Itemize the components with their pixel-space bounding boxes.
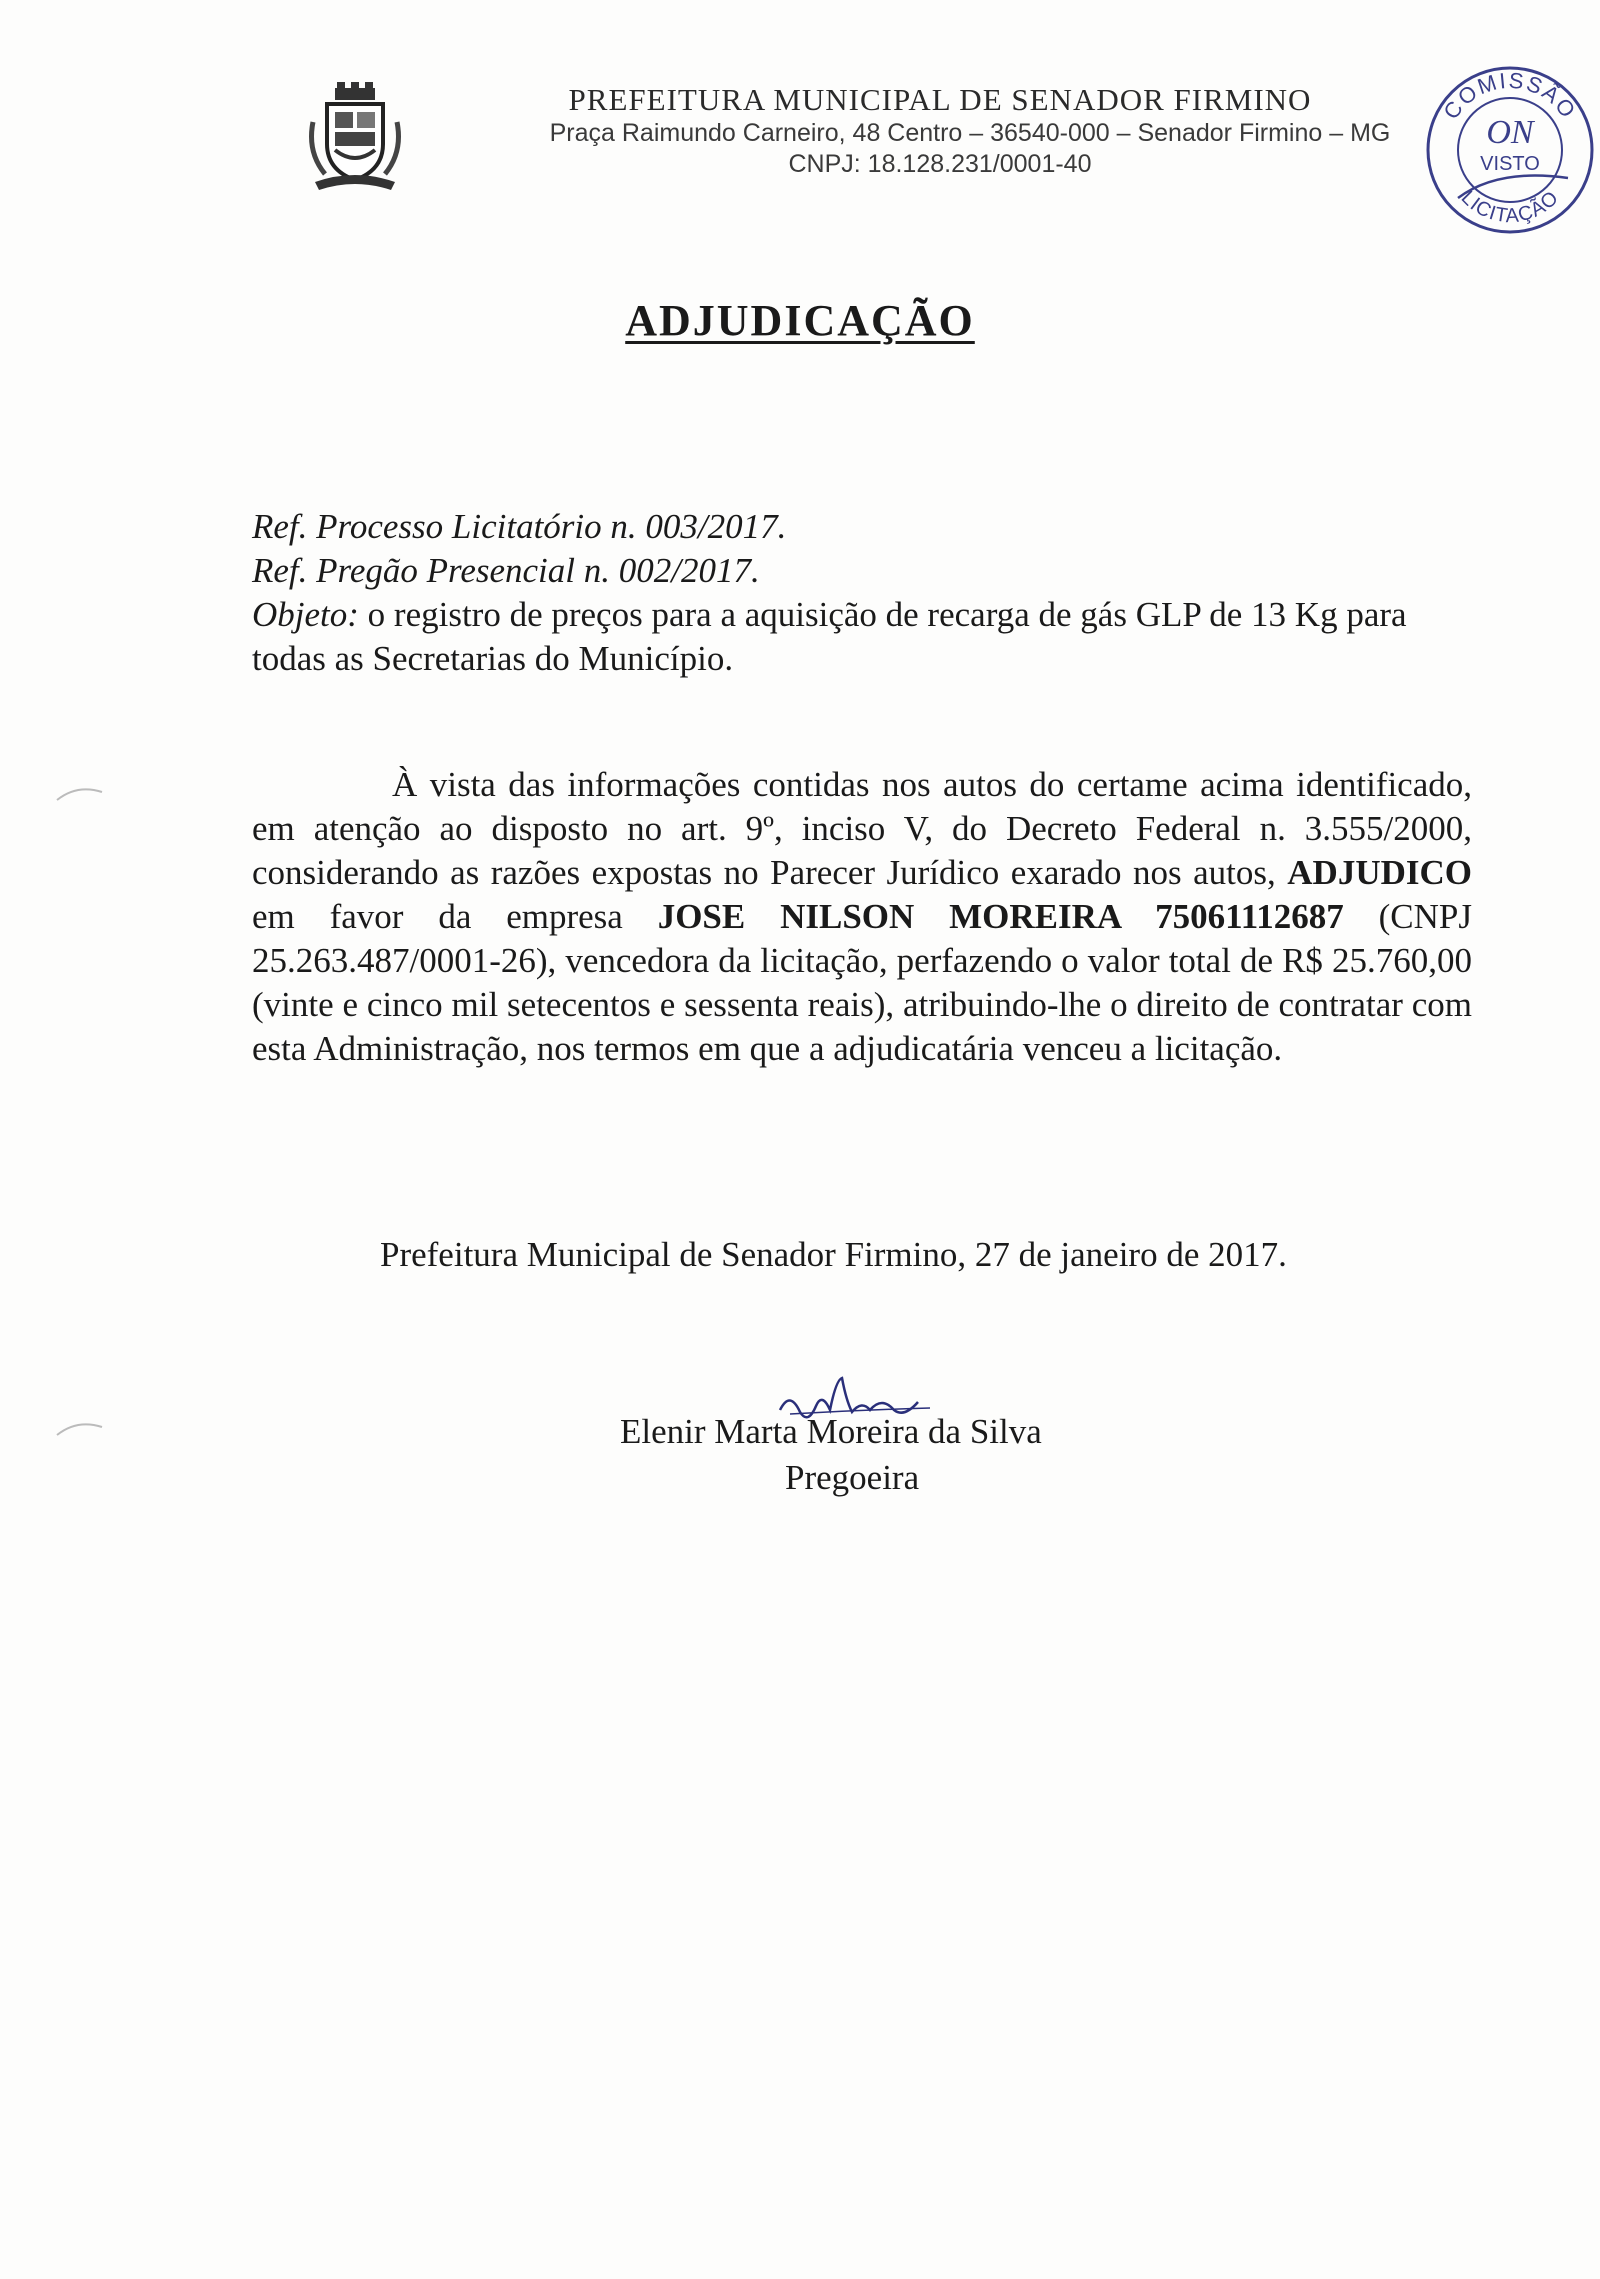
stamp-middle-text: VISTO	[1480, 153, 1540, 175]
scan-artifact	[52, 1405, 112, 1465]
body-bold-company: JOSE NILSON MOREIRA 75061112687	[657, 897, 1344, 936]
objeto-label: Objeto:	[252, 595, 359, 634]
scan-artifact	[52, 770, 112, 830]
ref-pregao: Ref. Pregão Presencial n. 002/2017.	[252, 551, 760, 590]
document-title	[0, 295, 1600, 346]
org-address: Praça Raimundo Carneiro, 48 Centro – 36540-000 – Senador Firmino – MG	[549, 119, 1391, 147]
coat-of-arms-icon	[305, 82, 405, 192]
closing-line: Prefeitura Municipal de Senador Firmino, 27 de janeiro de 2017.	[380, 1235, 1287, 1274]
org-cnpj: CNPJ: 18.128.231/0001-40	[788, 150, 1092, 178]
ref-objeto	[252, 593, 1472, 681]
org-name: PREFEITURA MUNICIPAL DE SENADOR FIRMINO	[568, 82, 1312, 117]
ref-processo: Ref. Processo Licitatório n. 003/2017.	[252, 507, 787, 546]
objeto-text: o registro de preços para a aquisição de recarga de gás GLP de 13 Kg para todas as Secretarias do Município.	[252, 595, 1407, 678]
signatory-name: Elenir Marta Moreira da Silva	[620, 1412, 1042, 1451]
signatory-role: Pregoeira	[785, 1458, 920, 1497]
commission-stamp	[1418, 58, 1600, 243]
adjudication-paragraph	[252, 763, 1472, 1071]
stamp-initials: ON	[1486, 114, 1534, 151]
body-part-2: em favor da empresa	[252, 897, 658, 936]
references	[252, 505, 1472, 681]
document-title-text: ADJUDICAÇÃO	[625, 296, 975, 345]
stamp-top-text: COMISSÃO	[1438, 67, 1582, 124]
letterhead	[440, 82, 1440, 180]
svg-text:LICITAÇÃO	[1457, 187, 1564, 228]
body-part-3: (CNPJ 25.263.487/0001-26), vencedora da licitação, perfazendo o valor total de R$ 25.760,00 (vinte e cinco mil setecentos e sessenta reais), atribuindo-lhe o direito de contratar com esta Administração, nos termos em que a adjudicatária venceu a licitação.	[252, 897, 1472, 1068]
body-part-1: À vista das informações contidas nos autos do certame acima identificado, em atenção ao disposto no art. 9º, inciso V, do Decreto Federal n. 3.555/2000, considerando as razões expostas no Parecer Jurídico exarado nos autos,	[252, 765, 1472, 892]
stamp-bottom-text: LICITAÇÃO	[1456, 186, 1564, 228]
body-bold-adjudico: ADJUDICO	[1287, 853, 1472, 892]
